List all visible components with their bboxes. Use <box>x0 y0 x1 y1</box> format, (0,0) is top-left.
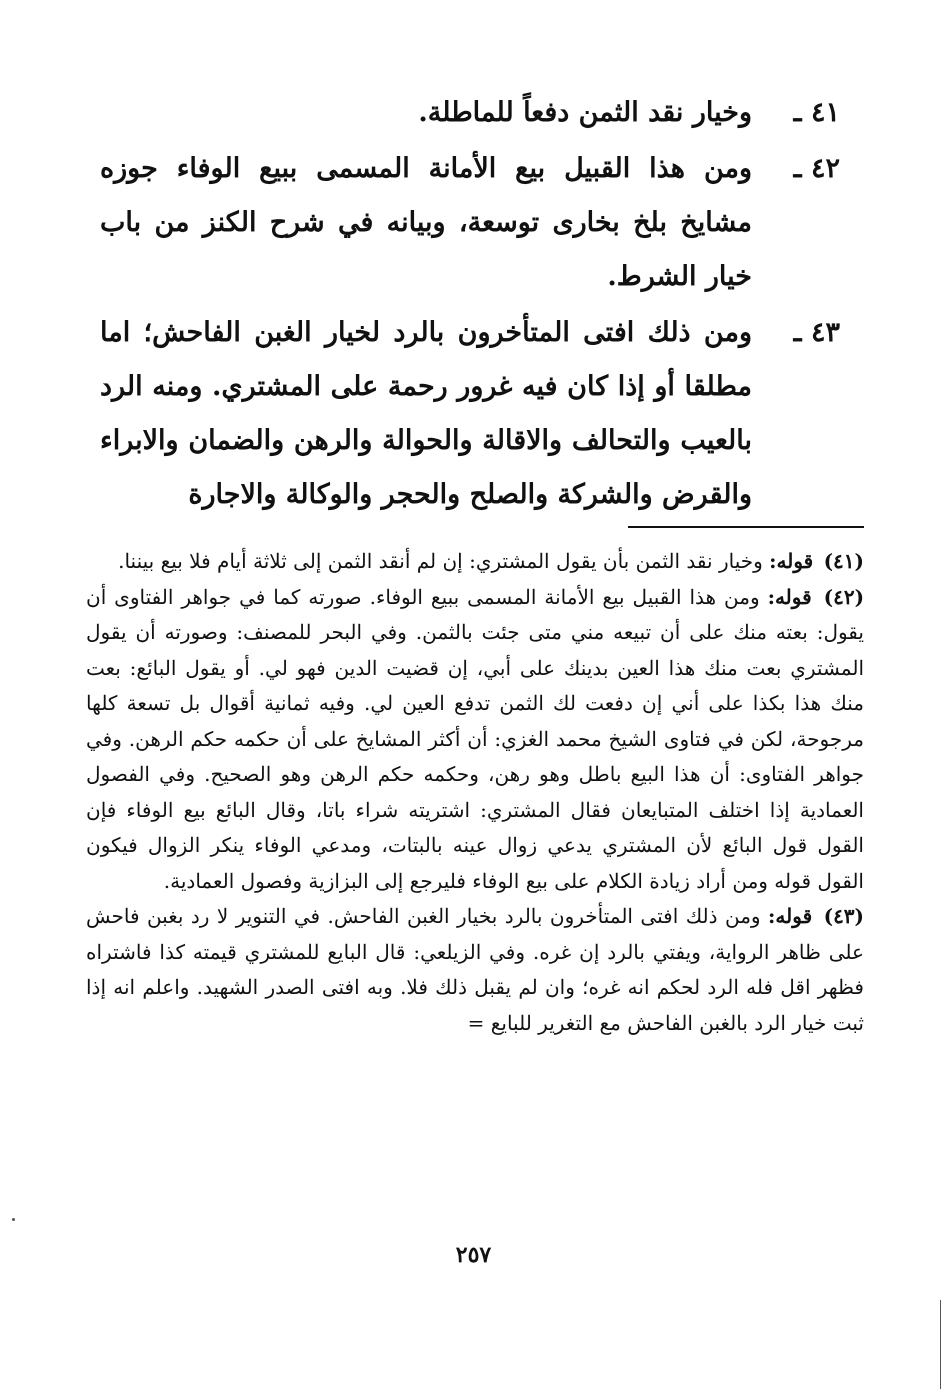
item-text: وخيار نقد الثمن دفعاً للماطلة. <box>418 97 752 128</box>
item-number: ٤١ ـ <box>793 97 840 128</box>
page-number: ٢٥٧ <box>455 1242 492 1268</box>
footnote-text: ومن هذا القبيل بيع الأمانة المسمى ببيع الوفاء. صورته كما في جواهر الفتاوى أن يقول: بعته منك على أن تبيعه مني متى جئت بالثمن. وفي البحر للمصنف: وصورته أن يقول المشتري بعت منك هذا العين بدينك على أبي، إن قضيت الدين فهو لي. أو يقول البائع: بعت منك هذا بكذا على أني إن دفعت لك الثمن تدفع العين لي. وفيه ثمانية أقوال بل تسعة كلها مرجوحة، لكن في فتاوى الشيخ محمد الغزي: أن أكثر المشايخ على أن حكمه حكم الرهن. وفي جواهر الفتاوى: أن هذا البيع باطل وهو رهن، وحكمه حكم الرهن وهو الصحيح. وفي الفصول العمادية إذا اختلف المتبايعان فقال المشتري: اشتريته شراء باتا، وقال البائع بيع الوفاء فإن القول قول البائع لأن المشتري يدعي زوال عينه بالبتات، ومدعي الوفاء ينكر الزوال فيكون القول قوله ومن أراد زيادة الكلام على بيع الوفاء فليرجع إلى البزازية وفصول العمادية. <box>86 584 864 893</box>
footnote-text: ومن ذلك افتى المتأخرون بالرد بخيار الغبن الفاحش. في التنوير لا رد بغبن فاحش على ظاهر الرواية، ويفتي بالرد إن غره. وفي الزيلعي: قال البايع للمشتري قيمته كذا فاشتراه فظهر اقل فله الرد لحكم انه غره؛ وان لم يقبل ذلك فلا. وبه افتى الصدر الشهيد. واعلم انه إذا ثبت خيار الرد بالغبن الفاحش مع التغرير للبايع = <box>86 904 864 1035</box>
main-item-41 <box>100 86 840 140</box>
footnote-42 <box>86 580 864 900</box>
footnote-ref: (٤١) <box>823 549 864 573</box>
footnotes <box>86 544 864 1041</box>
footnote-43 <box>86 899 864 1041</box>
item-text: ومن ذلك افتى المتأخرون بالرد لخيار الغبن الفاحش؛ اما مطلقا أو إذا كان فيه غرور رحمة على المشتري. ومنه الرد بالعيب والتحالف والاقالة والحوالة والرهن والضمان والابراء والقرض والشركة والصلح والحجر والوكالة والاجارة <box>100 317 752 510</box>
footnote-keyword: قوله: <box>769 549 814 573</box>
main-item-42 <box>100 142 840 304</box>
scan-speck <box>12 1218 15 1221</box>
main-item-43 <box>100 306 840 522</box>
footnote-text: وخيار نقد الثمن بأن يقول المشتري: إن لم أنقد الثمن إلى ثلاثة أيام فلا بيع بيننا. <box>118 549 763 573</box>
item-number: ٤٢ ـ <box>793 153 840 184</box>
item-number: ٤٣ ـ <box>793 317 840 348</box>
page-edge-line <box>940 1300 941 1389</box>
footnote-keyword: قوله: <box>768 904 813 928</box>
footnote-ref: (٤٢) <box>823 584 865 609</box>
main-text <box>100 86 840 524</box>
footnote-keyword: قوله: <box>767 584 812 609</box>
item-text: ومن هذا القبيل بيع الأمانة المسمى ببيع الوفاء جوزه مشايخ بلخ بخارى توسعة، وبيانه في شرح الكنز من باب خيار الشرط. <box>100 153 752 292</box>
footnote-separator <box>628 526 864 528</box>
footnote-ref: (٤٣) <box>823 904 865 928</box>
footnote-41 <box>86 544 864 580</box>
